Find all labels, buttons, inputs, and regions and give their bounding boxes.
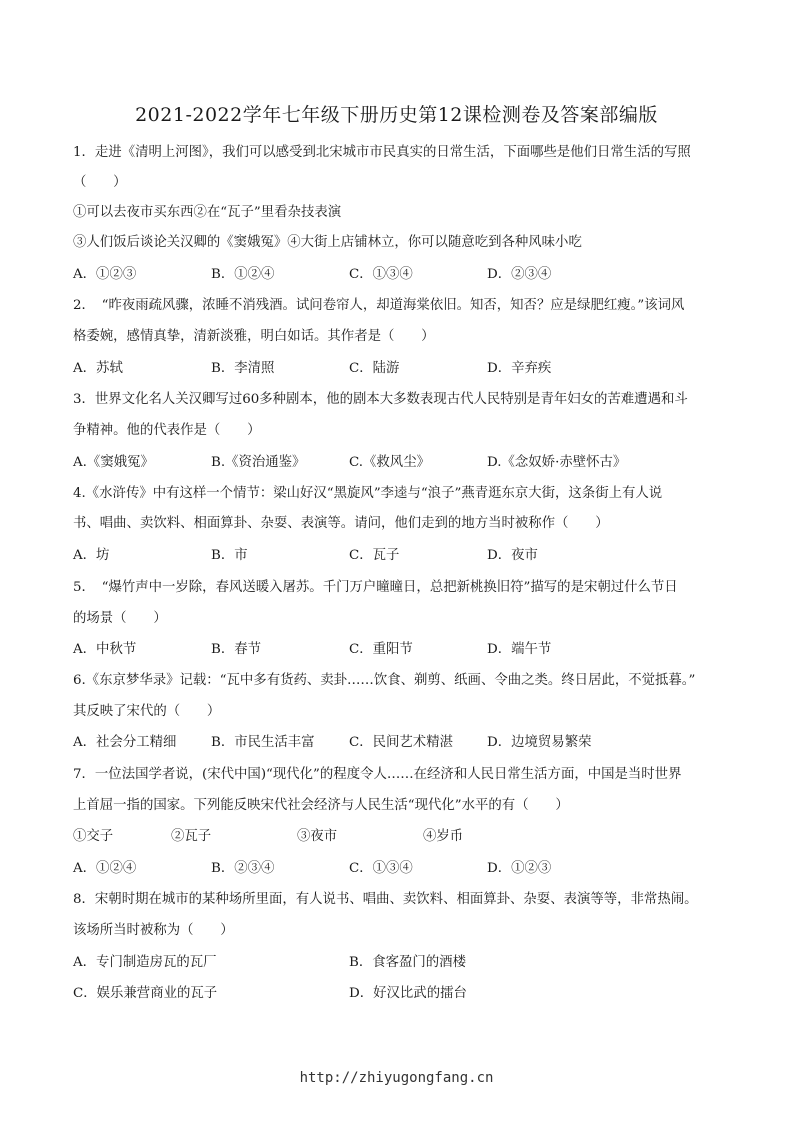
- q7-line-2: 上首屈一指的国家。下列能反映宋代社会经济与人民生活“现代化”水平的有（ ）: [73, 798, 569, 813]
- q2-line-2: 格委婉，感情真挚，清新淡雅，明白如话。其作者是（ ）: [73, 329, 435, 344]
- q2-option-c: C．陆游: [349, 361, 400, 376]
- page-title: 2021-2022学年七年级下册历史第12课检测卷及答案部编版: [135, 104, 658, 126]
- q5-option-c: C．重阳节: [349, 642, 413, 657]
- q3-option-b: B.《资治通鉴》: [211, 455, 306, 470]
- q6-option-a: A．社会分工精细: [73, 735, 177, 750]
- q5-line-1: 5． “爆竹声中一岁除，春风送暖入屠苏。千门万户曈曈日，总把新桃换旧符”描写的是宋朝过什么节日: [73, 580, 678, 595]
- q2-option-b: B．李清照: [211, 361, 275, 376]
- q7-sub-item-1: ①交子: [73, 829, 114, 844]
- q6-option-d: D．边境贸易繁荣: [487, 735, 592, 750]
- q2-line-1: 2． “昨夜雨疏风骤，浓睡不消残酒。试问卷帘人，却道海棠依旧。知否，知否？应是绿肥红瘦。”该词风: [73, 298, 685, 313]
- q4-line-1: 4.《水浒传》中有这样一个情节：梁山好汉“黑旋风”李逵与“浪子”燕青逛东京大街，这条街上有人说: [73, 486, 663, 501]
- q1-option-a: A．①②③: [73, 267, 137, 282]
- q6-option-c: C．民间艺术精湛: [349, 735, 453, 750]
- q8-line-1: 8．宋朝时期在城市的某种场所里面，有人说书、唱曲、卖饮料、相面算卦、杂耍、表演等等，非常热闹。: [73, 892, 698, 907]
- q8-option-b: B．食客盈门的酒楼: [349, 955, 466, 970]
- q1-option-c: C．①③④: [349, 267, 413, 282]
- q4-option-b: B．市: [211, 548, 248, 563]
- q3-option-d: D.《念奴娇·赤壁怀古》: [487, 455, 627, 470]
- q7-sub-item-3: ③夜市: [297, 829, 338, 844]
- q7-option-b: B．②③④: [211, 861, 275, 876]
- q4-option-d: D．夜市: [487, 548, 538, 563]
- q6-line-2: 其反映了宋代的（ ）: [73, 704, 221, 719]
- q3-option-a: A.《窦娥冤》: [73, 455, 154, 470]
- q1-option-d: D．②③④: [487, 267, 552, 282]
- q8-option-c: C．娱乐兼营商业的瓦子: [73, 986, 218, 1001]
- q5-option-b: B．春节: [211, 642, 262, 657]
- q6-option-b: B．市民生活丰富: [211, 735, 315, 750]
- q7-line-1: 7．一位法国学者说，(宋代中国)“现代化”的程度令人……在经济和人民日常生活方面，中国是当时世界: [73, 767, 682, 782]
- q7-option-c: C．①③④: [349, 861, 413, 876]
- q1-option-b: B．①②④: [211, 267, 275, 282]
- q1-line-4: ③人们饭后谈论关汉卿的《窦娥冤》④大街上店铺林立，你可以随意吃到各种风味小吃: [73, 235, 582, 250]
- q5-line-2: 的场景（ ）: [73, 611, 167, 626]
- q5-option-a: A．中秋节: [73, 642, 137, 657]
- q7-option-a: A．①②④: [73, 861, 137, 876]
- q3-line-1: 3．世界文化名人关汉卿写过60多种剧本，他的剧本大多数表现古代人民特别是青年妇女的苦难遭遇和斗: [73, 392, 688, 407]
- q2-option-a: A．苏轼: [73, 361, 123, 376]
- q8-option-a: A．专门制造房瓦的瓦厂: [73, 955, 217, 970]
- q3-option-c: C.《救风尘》: [349, 455, 430, 470]
- footer-url: http://zhiyugongfang.cn: [299, 1070, 494, 1086]
- q4-line-2: 书、唱曲、卖饮料、相面算卦、杂耍、表演等。请问，他们走到的地方当时被称作（ ）: [73, 516, 609, 531]
- q7-option-d: D．①②③: [487, 861, 552, 876]
- q8-option-d: D．好汉比武的擂台: [349, 986, 467, 1001]
- q5-option-d: D．端午节: [487, 642, 552, 657]
- q8-line-2: 该场所当时被称为（ ）: [73, 923, 234, 938]
- q1-line-1: 1．走进《清明上河图》，我们可以感受到北宋城市市民真实的日常生活，下面哪些是他们日常生活的写照: [73, 145, 691, 160]
- q7-sub-item-4: ④岁币: [423, 829, 464, 844]
- q1-line-3: ①可以去夜市买东西②在“瓦子”里看杂技表演: [73, 205, 342, 220]
- q2-option-d: D．辛弃疾: [487, 361, 552, 376]
- q4-option-a: A．坊: [73, 548, 110, 563]
- q1-line-2: （ ）: [73, 175, 127, 190]
- q4-option-c: C．瓦子: [349, 548, 400, 563]
- q7-sub-item-2: ②瓦子: [171, 829, 212, 844]
- q6-line-1: 6.《东京梦华录》记载：“瓦中多有货药、卖卦……饮食、剃剪、纸画、令曲之类。终日居此，不觉抵暮。”: [73, 673, 696, 688]
- q3-line-2: 争精神。他的代表作是（ ）: [73, 423, 261, 438]
